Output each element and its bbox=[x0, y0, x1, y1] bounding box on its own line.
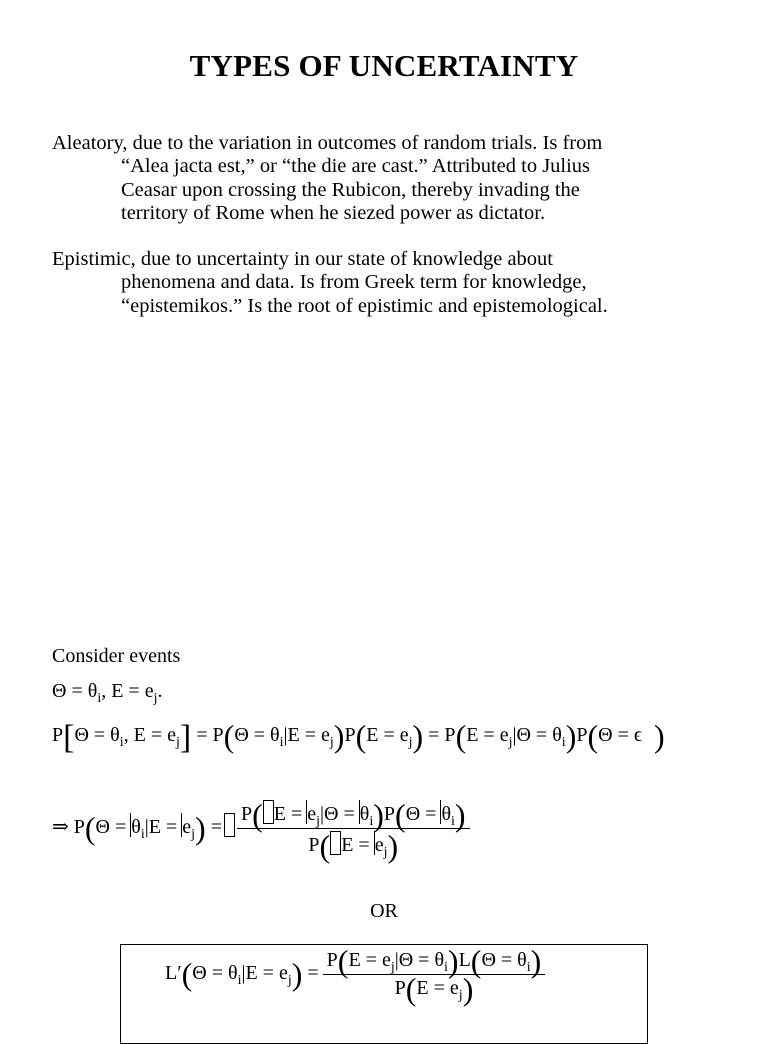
eq1-rparen: ) bbox=[333, 718, 345, 754]
eq3-den-e: E = e bbox=[416, 977, 459, 999]
eq1-sub-j-3: j bbox=[408, 735, 413, 750]
eq1-given-e: |E = e bbox=[283, 724, 330, 746]
eq1-lparen-3: ( bbox=[455, 718, 467, 754]
eq1-e-3: E = e bbox=[466, 724, 509, 746]
eq3-sub-j: j bbox=[287, 973, 292, 989]
eq1-lparen-4: ( bbox=[587, 718, 599, 754]
eq1-lparen-2: ( bbox=[355, 718, 367, 754]
epistimic-line-3: “epistemikos.” Is the root of epistimic and epistemological. bbox=[121, 294, 608, 317]
eq2-num-sub-i-2: i bbox=[451, 814, 455, 829]
eq3-den-rparen: ) bbox=[462, 971, 474, 1007]
eq3-num-p: P bbox=[326, 949, 338, 971]
eq3-rparen: ) bbox=[291, 956, 303, 993]
eq2-numerator bbox=[237, 797, 470, 833]
eq3-lparen: ( bbox=[181, 956, 193, 993]
eq2-num-p2: P bbox=[383, 803, 396, 825]
eq3-l-prime: L′ bbox=[165, 962, 182, 985]
eq2-denominator bbox=[237, 828, 470, 864]
eq2-fraction bbox=[237, 797, 470, 864]
epistimic-line-1: Epistimic, due to uncertainty in our state of knowledge about bbox=[52, 248, 553, 270]
eq1-p3: P bbox=[576, 724, 588, 746]
eq1-right-bracket: ] bbox=[179, 719, 192, 756]
events-definition bbox=[52, 680, 163, 706]
eq1-sub-i: i bbox=[119, 735, 124, 750]
eq2-num-p: P bbox=[240, 803, 253, 825]
eq1-theta-2: Θ = θ bbox=[234, 724, 280, 746]
placeholder-box-icon-8 bbox=[330, 831, 341, 855]
placeholder-box-icon-4 bbox=[263, 800, 274, 824]
eq2-theta-val: θ bbox=[131, 816, 141, 839]
aleatory-line-2: “Alea jacta est,” or “the die are cast.” Attributed to Julius bbox=[121, 155, 591, 178]
eq2-num-e-val: e bbox=[307, 803, 317, 825]
likelihood-equation bbox=[165, 943, 545, 1007]
eq3-den-lparen: ( bbox=[405, 971, 417, 1007]
eq3-fraction bbox=[323, 943, 546, 1007]
eq3-equals: = bbox=[302, 962, 319, 985]
eq3-num-sub-i-2: i bbox=[526, 960, 531, 975]
eq3-num-rparen-2: ) bbox=[530, 943, 542, 979]
eq1-sub-j-4: j bbox=[508, 735, 513, 750]
eq1-rparen-2: ) bbox=[412, 718, 424, 754]
eq3-num-lparen-2: ( bbox=[470, 943, 482, 979]
eq2-den-p: P bbox=[308, 834, 320, 856]
eq1-p2: P bbox=[344, 724, 356, 746]
aleatory-line-1: Aleatory, due to the variation in outcomes of random trials. Is from bbox=[52, 132, 603, 154]
implies-p: ⇒ P bbox=[52, 816, 85, 839]
eq2-den-lparen: ( bbox=[319, 828, 331, 864]
aleatory-paragraph bbox=[52, 132, 732, 225]
eq1-lparen: ( bbox=[223, 718, 235, 754]
eq3-num-l: L bbox=[458, 949, 471, 971]
eq2-num-lparen-2: ( bbox=[395, 797, 406, 833]
eq3-num-rparen: ) bbox=[447, 943, 459, 979]
eq1-sub-j-2: j bbox=[329, 735, 334, 750]
eq3-num-e: E = e bbox=[348, 949, 391, 971]
eq3-sub-i: i bbox=[237, 973, 242, 989]
eq2-e-val: e bbox=[182, 816, 192, 839]
eq1-eq-p: = P bbox=[191, 724, 224, 746]
eq3-den-sub-j: j bbox=[458, 988, 463, 1003]
eq3-num-theta: Θ = θ bbox=[481, 949, 527, 971]
epistimic-paragraph bbox=[52, 248, 732, 318]
events-theta: Θ = θ bbox=[52, 680, 98, 702]
joint-probability-equation bbox=[52, 718, 665, 756]
eq2-den-e-val: e bbox=[374, 834, 384, 856]
eq2-given-e: |E = bbox=[144, 816, 178, 839]
eq1-eq-p-2: = P bbox=[423, 724, 456, 746]
eq2-sub-i: i bbox=[140, 827, 145, 843]
eq2-equals: = bbox=[205, 816, 222, 839]
eq1-close-paren: ) bbox=[653, 718, 665, 754]
eq3-denominator bbox=[323, 971, 546, 1007]
eq2-num-lparen: ( bbox=[252, 797, 263, 833]
eq2-den-rparen: ) bbox=[387, 828, 399, 864]
eq2-theta: Θ = bbox=[95, 816, 127, 839]
events-end: . bbox=[157, 680, 163, 702]
placeholder-box-icon-3 bbox=[224, 813, 235, 837]
eq2-num-theta: θ bbox=[359, 803, 370, 825]
eq3-num-lparen: ( bbox=[337, 943, 349, 979]
eq1-sub-i-2: i bbox=[279, 735, 284, 750]
eq3-given-e: |E = e bbox=[241, 962, 288, 985]
aleatory-line-4: territory of Rome when he siezed power as dictator. bbox=[121, 201, 546, 224]
eq2-num-theta-eq: Θ = bbox=[405, 803, 437, 825]
eq2-den-sub-j: j bbox=[383, 845, 388, 860]
eq1-given-theta: |Θ = θ bbox=[512, 724, 562, 746]
eq1-theta-3: Θ = ϵ bbox=[598, 724, 642, 746]
eq3-den-p: P bbox=[394, 977, 406, 999]
eq1-sub-i-3: i bbox=[561, 735, 566, 750]
eq2-num-rparen: ) bbox=[373, 797, 384, 833]
events-sub-j: j bbox=[153, 691, 158, 706]
eq1-sub-j: j bbox=[176, 735, 180, 750]
eq3-numerator bbox=[323, 943, 546, 979]
eq2-num-theta-2: θ bbox=[441, 803, 452, 825]
or-separator: OR bbox=[370, 900, 398, 922]
page-title: TYPES OF UNCERTAINTY bbox=[189, 48, 579, 83]
eq3-num-sub-i: i bbox=[444, 960, 448, 975]
eq2-den-e: E = bbox=[341, 834, 370, 856]
eq2-lparen: ( bbox=[84, 810, 96, 847]
events-sub-i: i bbox=[97, 691, 102, 706]
eq1-e: , E = e bbox=[123, 724, 177, 746]
eq2-sub-j: j bbox=[191, 827, 196, 843]
eq1-left-bracket: [ bbox=[63, 719, 75, 756]
eq1-rparen-3: ) bbox=[565, 718, 577, 754]
likelihood-equation-box bbox=[120, 944, 648, 1044]
consider-events-text: Consider events bbox=[52, 645, 181, 667]
eq1-e-2: E = e bbox=[366, 724, 409, 746]
eq2-num-sub-i: i bbox=[369, 814, 374, 829]
eq1-p: P bbox=[52, 724, 64, 746]
eq3-num-sub-j: j bbox=[390, 960, 395, 975]
eq2-num-e: E = bbox=[273, 803, 303, 825]
eq2-num-rparen-2: ) bbox=[454, 797, 466, 833]
events-comma: , E = e bbox=[101, 680, 154, 702]
eq1-theta: Θ = θ bbox=[74, 724, 120, 746]
eq3-num-given: |Θ = θ bbox=[394, 949, 445, 971]
bayes-equation bbox=[52, 797, 470, 864]
eq2-num-sub-j: j bbox=[316, 814, 321, 829]
eq2-rparen: ) bbox=[195, 810, 206, 847]
eq2-num-given: |Θ = bbox=[320, 803, 355, 825]
aleatory-line-3: Ceasar upon crossing the Rubicon, thereby invading the bbox=[121, 178, 580, 201]
epistimic-line-2: phenomena and data. Is from Greek term for knowledge, bbox=[121, 271, 587, 294]
eq3-theta: Θ = θ bbox=[192, 962, 238, 985]
